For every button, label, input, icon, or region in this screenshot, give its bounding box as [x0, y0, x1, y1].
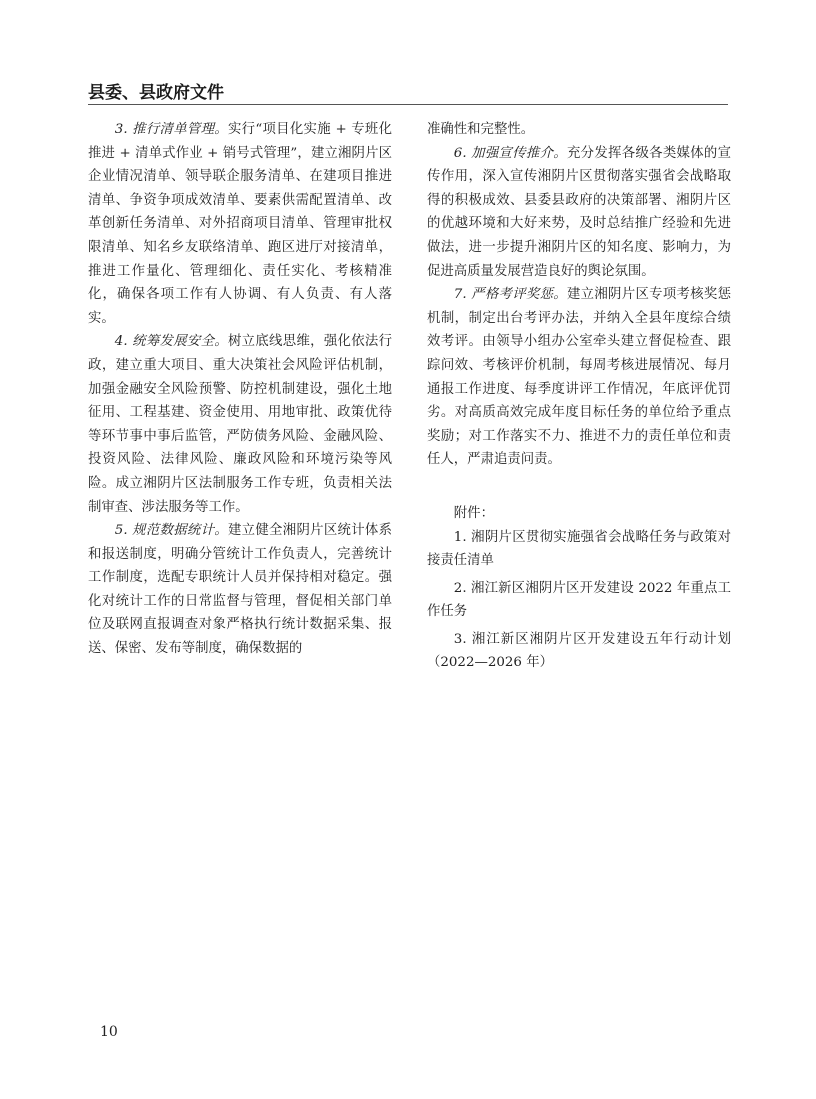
paragraph-3-heading: 3. 推行清单管理。: [114, 122, 228, 137]
page-number: 10: [100, 1024, 118, 1040]
paragraph-3: [88, 118, 392, 330]
paragraph-4: [88, 330, 392, 519]
paragraph-4-body: 树立底线思维，强化依法行政，建立重大项目、重大决策社会风险评估机制，加强金融安全风险预警、防控机制建设，强化土地征用、工程基建、资金使用、用地审批、政策优待等环节事中事后监管，严防债务风险、金融风险、投资风险、法律风险、廉政风险和环境污染等风险。成立湘阴片区法制服务工作专班，负责相关法制审查、涉法服务等工作。: [88, 334, 392, 515]
paragraph-3-body: 实行“项目化实施 + 专班化推进 + 清单式作业 + 销号式管理”，建立湘阴片区企业情况清单、领导联企服务清单、在建项目推进清单、争资争项成效清单、要素供需配置清单、改革创新任务清单、对外招商项目清单、管理审批权限清单、知名乡友联络清单、跑区进厅对接清单，推进工作量化、管理细化、责任实化、考核精准化，确保各项工作有人协调、有人负责、有人落实。: [88, 122, 392, 326]
paragraph-5: [88, 519, 392, 661]
paragraph-7-body: 建立湘阴片区专项考核奖惩机制，制定出台考评办法，并纳入全县年度综合绩效考评。由领导小组办公室牵头建立督促检查、跟踪问效、考核评价机制，每周考核进展情况、每月通报工作进度、每季度讲评工作情况，年底评优罚劣。对高质高效完成年度目标任务的单位给予重点奖励；对工作落实不力、推进不力的责任单位和责任人，严肃追责问责。: [427, 287, 731, 468]
paragraph-7: [427, 283, 731, 472]
paragraph-5-heading: 5. 规范数据统计。: [114, 523, 228, 539]
paragraph-7-heading: 7. 严格考评奖惩。: [453, 287, 567, 303]
left-column: [88, 118, 392, 661]
right-column: [427, 118, 731, 679]
paragraph-5-continuation: 准确性和完整性。: [427, 122, 535, 137]
paragraph-5-body: 建立健全湘阴片区统计体系和报送制度，明确分管统计工作负责人，完善统计工作制度，选配专职统计人员并保持相对稳定。强化对统计工作的日常监督与管理，督促相关部门单位及联网直报调查对象严格执行统计数据采集、报送、保密、发布等制度，确保数据的: [88, 523, 392, 657]
paragraph-4-heading: 4. 统筹发展安全。: [114, 334, 228, 350]
paragraph-6-heading: 6. 加强宣传推介。: [453, 145, 567, 161]
attachment-item: 2. 湘江新区湘阴片区开发建设 2022 年重点工作任务: [427, 580, 731, 620]
attachments-title: 附件：: [453, 505, 494, 521]
attachment-item: 3. 湘江新区湘阴片区开发建设五年行动计划（2022—2026 年）: [427, 631, 731, 671]
paragraph-6-body: 充分发挥各级各类媒体的宣传作用，深入宣传湘阴片区贯彻落实强省会战略取得的积极成效、县委县政府的决策部署、湘阴片区的优越环境和大好来势，及时总结推广经验和先进做法，进一步提升湘阴片区的知名度、影响力，为促进高质量发展营造良好的舆论氛围。: [427, 145, 731, 279]
attachment-item: 1. 湘阴片区贯彻实施强省会战略任务与政策对接责任清单: [427, 529, 731, 569]
paragraph-6: [427, 142, 731, 284]
header-rule: [88, 104, 728, 105]
running-header: 县委、县政府文件: [88, 83, 224, 103]
